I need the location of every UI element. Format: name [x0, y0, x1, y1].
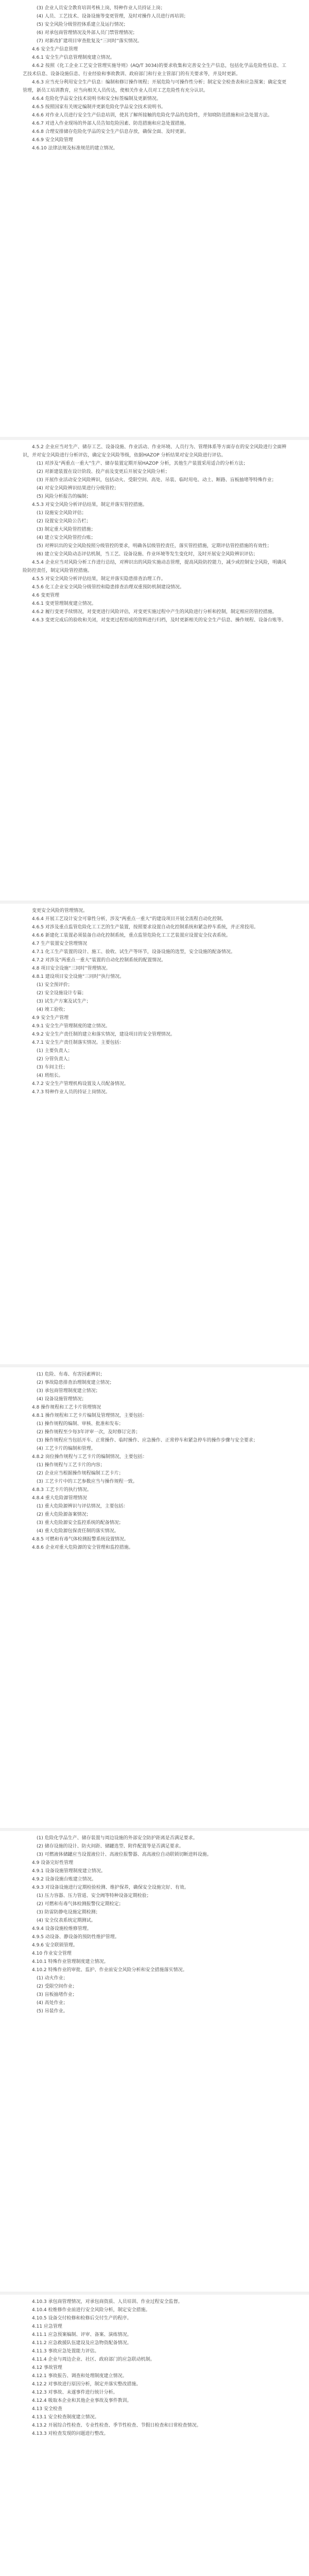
document-page-6	[0, 2298, 309, 2438]
paragraph: (3) 试生产方案及试生产；	[37, 999, 91, 1004]
paragraph: 4.5.6 化工企业安全风险分级管控和隐患排查治理双重预防机制建设情况。	[32, 585, 184, 590]
paragraph: 4.5.4 企业应当对风险分析工作进行总结，对辨识出的风险实施动态管理，提高风险防控能力，减少或控制安全风险，明确风险防控责任，制定风险管控措施。	[23, 560, 286, 573]
document-page-5	[0, 1834, 309, 2015]
paragraph: 4.6.2 履行变更手续情况，对变更进行风险评估，对变更实施过程中产生的风险进行分析和控制，制定相应的管控措施。	[32, 609, 277, 615]
paragraph: (3) 工艺卡片中的工艺参数应当与操作规程一致。	[37, 1479, 138, 1484]
document-page-1	[0, 4, 309, 152]
page-separator	[0, 901, 309, 904]
paragraph: 4.9.2 设备设施台账建立情况。	[32, 1877, 96, 1882]
paragraph: (4) 建立安全风险管控台账；	[37, 535, 96, 540]
paragraph: 4.11.1 应急预案编制、评审、备案、演练情况。	[32, 2332, 132, 2337]
paragraph: (3) 制定重大风险管控措施；	[37, 527, 96, 532]
paragraph: (5) 吊装作业。	[37, 2009, 68, 2014]
paragraph: 4.7.3 特种作业人员的持证上岗情况。	[32, 1090, 110, 1095]
paragraph: (1) 安全预评价；	[37, 982, 73, 988]
paragraph: (1) 危险、有毒、有害因素辨识；	[37, 1372, 105, 1377]
page-separator	[0, 1828, 309, 1831]
paragraph: 4.6.9 安全风险管理	[32, 138, 73, 143]
paragraph: (1) 操作规程的编制、审核、批准和发布；	[37, 1421, 124, 1427]
paragraph: 4.5.3 对安全风险分析评估结果，制定并落实管控措施。	[32, 502, 147, 507]
paragraph: (3) 可燃液体储罐应当设置液位计、高液位报警器、高高液位自动联锁切断进料设施。	[37, 1852, 212, 1857]
paragraph: 4.6.6 新建化工装置必须装备自动化控制系统，重点监管危险化工工艺装置应设置安全仪表系统。	[32, 933, 231, 938]
paragraph: 4.6.7 对进入作业现场的外部人员告知危险因素、防范措施和应急处置措施。	[32, 121, 189, 126]
paragraph: (2) 设置安全风险公告栏；	[37, 519, 91, 524]
paragraph: 4.11.3 事故应急处置能力评估。	[32, 2349, 99, 2354]
paragraph: (5) 风险分析报告的编制；	[37, 494, 91, 499]
paragraph: 4.6.5 对涉及重点监管危险化工工艺的生产装置，按照要求设置自动化控制系统和紧急停车系统，并正常投用。	[32, 925, 259, 930]
paragraph: (2) 操作规程至少每3年评审一次，及时修订完善；	[37, 1430, 141, 1435]
paragraph: (4) 重大危险源包保责任制的落实情况。	[37, 1529, 119, 1534]
paragraph: 4.8 操作规程和工艺卡片管理情况	[32, 1405, 101, 1410]
paragraph: 4.8.3 工艺卡片的执行情况。	[32, 1487, 92, 1493]
page-separator	[0, 2292, 309, 2295]
paragraph: (3) 承包商管理制度建立情况；	[37, 1388, 100, 1394]
paragraph: (2) 分管负责人；	[37, 1057, 73, 1062]
paragraph: 4.8.1 建设项目安全设施“三同时”执行情况。	[32, 974, 125, 979]
paragraph: (4) 安全仪表系统定期测试。	[37, 1918, 96, 1923]
paragraph: (4) 对安全风险辨识结果进行分级管控；	[37, 486, 119, 491]
paragraph: 4.9.6 安全联锁管理。	[32, 1943, 78, 1948]
paragraph: 4.8.2 岗位操作规程与工艺卡片的编制情况，主要包括：	[32, 1454, 147, 1460]
paragraph: 4.6.4 开展工艺设计安全可靠性分析，涉及“两重点一重大”的建设项目开展全流程自动化控制。	[32, 917, 227, 922]
paragraph: 4.5.2 企业应当对生产、储存工艺、设备设施、作业活动、作业环境、人员行为、管理体系等方面存在的安全风险进行全面辨识，并对安全风险进行分析评估，确定安全风险等级，依据HAZOP 分析结果对安全风险进行评估。	[23, 445, 286, 458]
paragraph: 4.11.2 应急救援队伍建设及应急物资配备情况。	[32, 2341, 132, 2346]
paragraph: 4.5.5 对安全风险分析评估结果，制定并落实隐患排查治理工作。	[32, 577, 166, 582]
paragraph: 4.12.3 对事故、未遂事件进行统计分析。	[32, 2390, 118, 2395]
paragraph: 4.9.2 安全生产责任制的建立和落实情况，建设项目的安全管理情况。	[32, 1032, 175, 1037]
paragraph: (3) 重大危险源安全监控系统的配备情况；	[37, 1520, 124, 1526]
paragraph: (6) 对承包商管理情况及外部人员门禁管理情况；	[37, 30, 138, 36]
paragraph: (3) 车间主任；	[37, 1065, 68, 1070]
paragraph: 4.6.2 按照《化工企业工艺安全管理实施导则》(AQ/T 3034)的要求收集和完善安全生产信息，包括化学品危险性信息、工艺技术信息、设备设施信息、行业经验和事故教训、政府部门和行业主管部门的有关要求等，并及时更新。	[23, 63, 286, 77]
paragraph: 4.7.2 安全生产管理机构设置及人员配备情况。	[32, 1081, 129, 1087]
paragraph: (4) 高处作业；	[37, 2001, 68, 2006]
paragraph: (6) 建立安全风险动态评估机制，当工艺、设备设施、作业环境等发生变化时，及时开展安全风险辨识评估；	[37, 552, 258, 557]
page-separator	[0, 437, 309, 440]
paragraph: 4.6.10 法律法规及标准规范的建立情况。	[32, 146, 118, 151]
paragraph: 4.10.1 特殊作业管理制度建立情况。	[32, 1959, 109, 1964]
paragraph: 4.12.4 吸取本企业和其他企业事故及事件教训。	[32, 2398, 132, 2403]
paragraph: 4.12.1 事故报告、调查和处理制度建立情况。	[32, 2374, 127, 2379]
paragraph: (7) 对新改扩建项目审查批复及“三同时”落实情况。	[37, 39, 142, 44]
paragraph: (2) 储存设施的设计、防火间距、储罐选型、附件配置等是否满足要求。	[37, 1844, 184, 1849]
paragraph: 4.13.2 开展综合性检查、专业性检查、季节性检查、节假日检查和日常检查情况。	[32, 2423, 201, 2428]
paragraph: (1) 设施安全风险评估；	[37, 511, 87, 516]
paragraph: (1) 对涉及“两重点一重大”生产、储存装置定期开展HAZOP 分析，其他生产装置采用适合的分析方法；	[37, 461, 248, 466]
paragraph: 4.6.5 按照国家有关规定编制并更新危险化学品安全技术说明书。	[32, 105, 166, 110]
paragraph: (3) 企业人员安全教育培训考核上岗，特种作业人员持证上岗；	[37, 6, 165, 11]
paragraph: 4.11.4 企业与周边企业、社区、政府部门的应急联动机制。	[32, 2357, 155, 2362]
paragraph: (1) 压力容器、压力管道、安全阀等特种设备定期检验；	[37, 1893, 151, 1899]
paragraph: 4.9.1 安全生产管理制度的建立情况。	[32, 1024, 110, 1029]
paragraph: 4.13 安全检查	[32, 2406, 62, 2412]
paragraph: (2) 安全设施设计专篇；	[37, 991, 87, 996]
document-page-4	[0, 1370, 309, 1552]
paragraph: (4) 人员、工艺技术、设备设施等变更管理，及时对操作人员进行再培训；	[37, 14, 188, 19]
page-separator	[0, 1364, 309, 1367]
paragraph: 4.8.5 可燃和有毒气体检测报警系统设置情况。	[32, 1537, 129, 1542]
paragraph: 4.7.1 化工生产装置的设计、施工、验收、试生产等环节，设备设施的选型，安全设施的配备情况。	[32, 950, 235, 955]
paragraph: 变更安全风险的管理情况。	[32, 908, 88, 913]
paragraph: 4.6.3 变更完成后的验收和关闭，对变更过程形成的资料进行归档，及时更新相关的安全生产信息、操作规程、设备台账等。	[32, 618, 286, 623]
paragraph: 4.9.5 动设备、静设备的预防性维护管理。	[32, 1935, 119, 1940]
paragraph: (4) 设备设施管理情况；	[37, 1397, 87, 1402]
paragraph: (5) 对辨识出的安全风险按照分级管控的要求，明确各层级管控责任，落实管控措施，定期评估管控措施的有效性；	[37, 544, 272, 549]
paragraph: 4.8.1 操作规程和工艺卡片编制及管理情况，主要包括：	[32, 1413, 147, 1418]
paragraph: 4.6.3 应当充分利用安全生产信息：编制和修订操作规程；开展危险与可操作性分析；制定安全检查表和应急预案；确定变更管理，新员工培训教育，应当向相关人员传达，使相关作业人员对工艺危险性有充分认识。	[23, 80, 286, 93]
paragraph: (2) 对新建装置在设计阶段、投产前及变更后开展安全风险分析；	[37, 469, 170, 474]
paragraph: (5) 安全风险分级管控体系建立及运行情况；	[37, 22, 128, 27]
paragraph: 4.10.2 特殊作业的审批、监护、作业前安全风险分析和安全措施落实情况。	[32, 1968, 187, 1973]
paragraph: (1) 主要负责人；	[37, 1048, 73, 1054]
paragraph: 4.10.3 承包商管理情况，对承包商资质、人员培训、作业过程安全监督。	[32, 2299, 183, 2304]
paragraph: 4.9.3 对设备设施进行定期检验检测、维护保养，确保安全设施完好、有效。	[32, 1885, 189, 1890]
paragraph: (2) 受限空间作业；	[37, 1984, 77, 1989]
paragraph: 4.8 项目安全设施“三同时”管理情况。	[32, 966, 111, 971]
paragraph: 4.6 变更管理	[32, 593, 60, 598]
paragraph: 4.6.6 对作业人员进行安全生产信息培训，使其了解所接触的危险化学品的危险性，并知晓防范措施和应急处置方法。	[32, 113, 272, 118]
paragraph: 4.12.2 对事故进行原因分析，制定并落实整改措施。	[32, 2382, 141, 2387]
paragraph: 4.11 应急管理	[32, 2324, 62, 2329]
paragraph: (2) 企业应当根据操作规程编制工艺卡片；	[37, 1471, 124, 1476]
paragraph: (3) 防雷防静电设施定期检测；	[37, 1910, 100, 1915]
paragraph: (4) 工艺卡片的编制和管理。	[37, 1446, 96, 1451]
paragraph: 4.7.1 安全生产责任制落实情况。主要包括：	[32, 1040, 124, 1045]
paragraph: 4.10 作业安全管理	[32, 1951, 72, 1956]
paragraph: (4) 班组长。	[37, 1073, 63, 1078]
paragraph: 4.9 安全生产管理	[32, 1015, 69, 1021]
document-page-2	[0, 443, 309, 624]
paragraph: (3) 操作规程应当包括开车、正常操作、临时操作、应急操作、正常停车和紧急停车的操作步骤与安全要求；	[37, 1438, 258, 1443]
paragraph: 4.6.1 变更管理制度建立情况。	[32, 601, 96, 606]
paragraph: 4.9.4 设备设施检维修管理。	[32, 1926, 92, 1931]
paragraph: 4.6.4 危险化学品安全技术说明书和安全标签编制及更新情况。	[32, 96, 161, 101]
paragraph: (1) 危险化学品生产、储存装置与周边设施的外部安全防护距离是否满足要求。	[37, 1836, 198, 1841]
paragraph: 4.13.3 对检查发现的问题进行整改。	[32, 2431, 109, 2436]
paragraph: (4) 竣工验收；	[37, 1007, 68, 1012]
paragraph: 4.7.2 对涉及“两重点一重大”装置的自动化控制系统的配置情况。	[32, 958, 166, 963]
paragraph: 4.7 生产装置安全管理情况	[32, 941, 88, 946]
paragraph: 4.9 设备完好性管理	[32, 1860, 74, 1866]
paragraph: (1) 操作规程与工艺卡片的内容；	[37, 1463, 105, 1468]
paragraph: 4.10.4 检维修作业前进行安全风险分析，制定安全措施。	[32, 2308, 150, 2313]
paragraph: (2) 事故隐患排查治理制度建立情况；	[37, 1380, 114, 1385]
paragraph: (3) 开展作业活动安全风险辨识，包括动火、受限空间、高处、吊装、临时用电、动土、断路、盲板抽堵等特殊作业；	[37, 478, 277, 483]
paragraph: 4.10.5 设备交付检修和检修后交付生产的程序。	[32, 2316, 132, 2321]
paragraph: (1) 动火作业；	[37, 1976, 68, 1981]
paragraph: 4.12 事故管理	[32, 2365, 62, 2370]
paragraph: 4.6.1 安全生产信息管理制度建立情况。	[32, 55, 115, 60]
document-page-3	[0, 907, 309, 1096]
paragraph: 4.6.8 合理安排储存危险化学品的安全生产信息存放，确保全面、及时更新。	[32, 129, 189, 134]
paragraph: (1) 重大危险源辨识与评估情况，主要包括：	[37, 1504, 128, 1509]
paragraph: 4.13.1 安全检查制度建立情况。	[32, 2415, 99, 2420]
paragraph: 4.8.6 企业对重大危险源的安全管理和监控措施。	[32, 1545, 133, 1550]
paragraph: (2) 可燃和有毒气体检测报警仪定期检定；	[37, 1902, 124, 1907]
paragraph: 4.6 安全生产信息管理	[32, 47, 78, 52]
paragraph: (3) 盲板抽堵作业；	[37, 1992, 77, 1997]
paragraph: 4.8.4 重大危险源管理情况	[32, 1496, 87, 1501]
paragraph: (2) 重大危险源备案情况；	[37, 1512, 91, 1517]
paragraph: 4.9.1 设备设施管理制度建立情况。	[32, 1869, 106, 1874]
